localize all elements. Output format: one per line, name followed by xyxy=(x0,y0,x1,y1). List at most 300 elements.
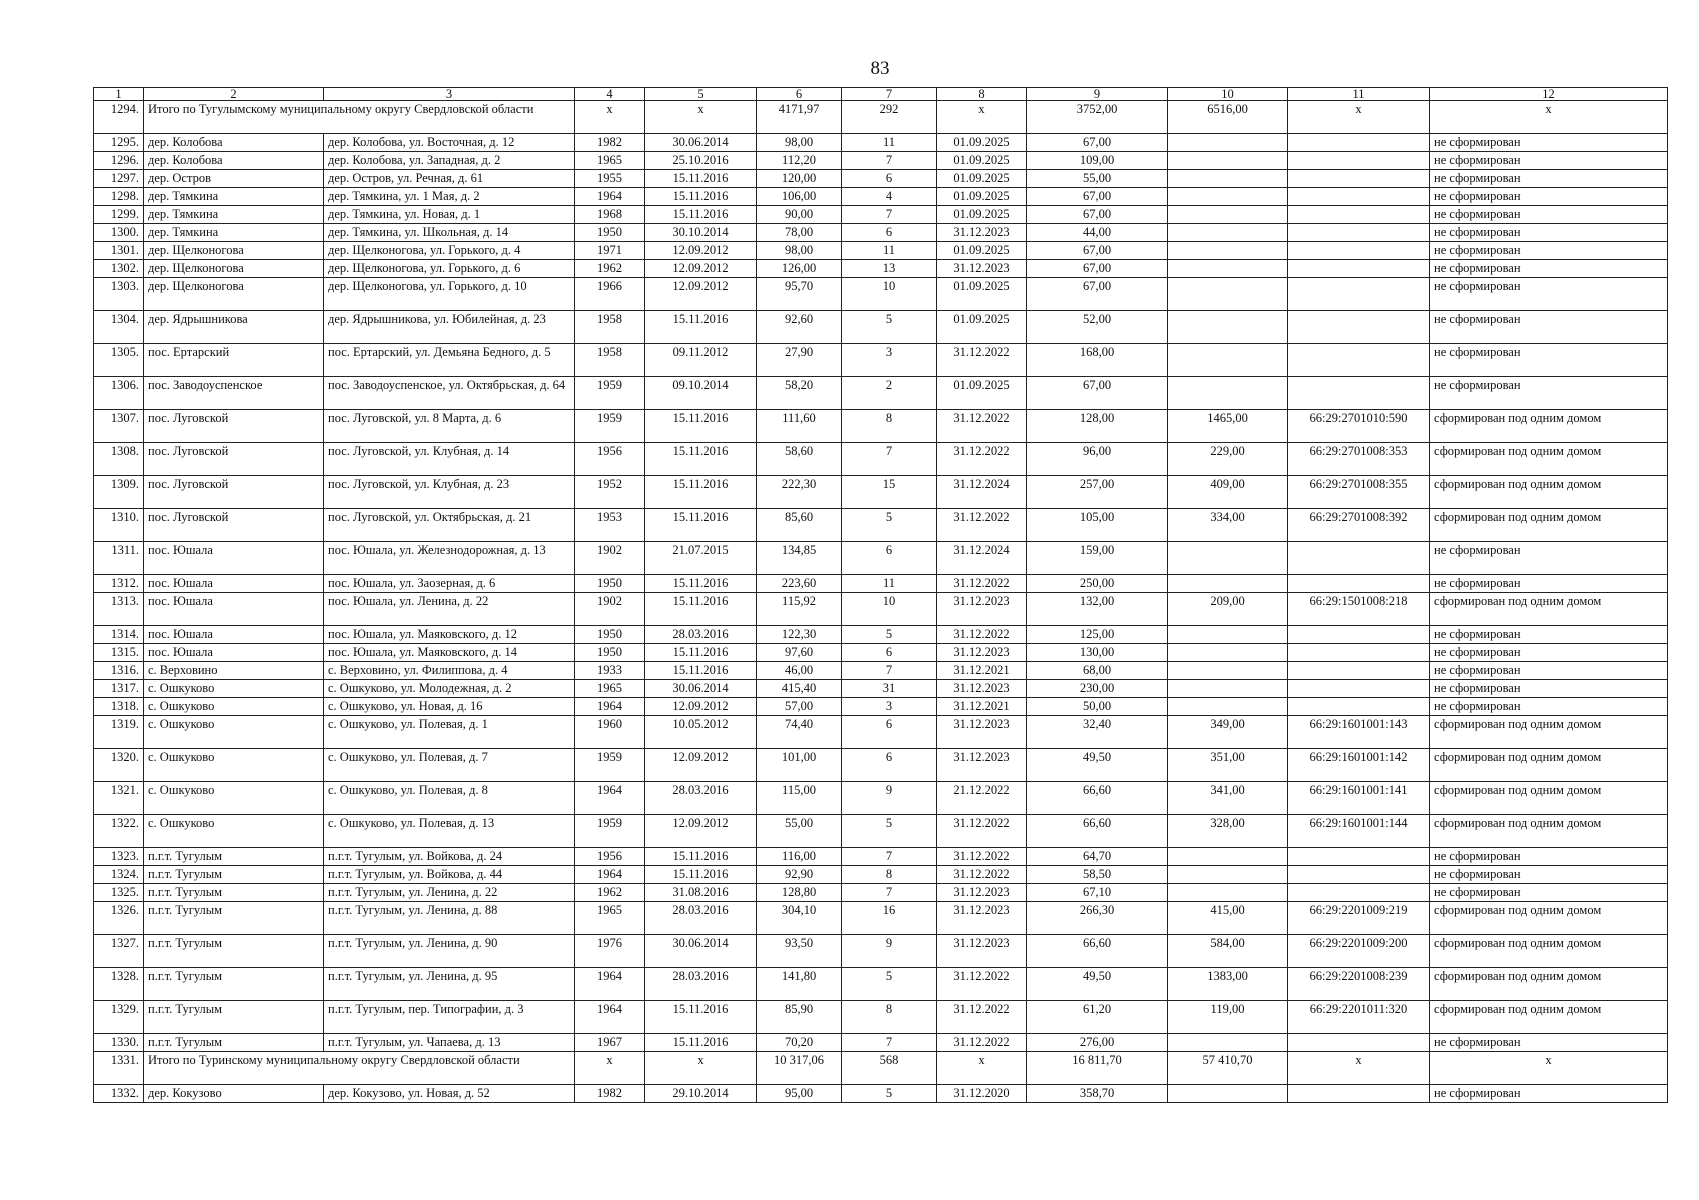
residents-cell: 7 xyxy=(842,152,937,170)
address-cell: п.г.т. Тугулым, ул. Ленина, д. 22 xyxy=(324,884,575,902)
land-area-cell xyxy=(1168,377,1288,410)
address-cell: дер. Колобова, ул. Западная, д. 2 xyxy=(324,152,575,170)
area-cell: 70,20 xyxy=(757,1034,842,1052)
land-status-cell: не сформирован xyxy=(1430,344,1668,377)
year-built-cell: 1964 xyxy=(575,1001,645,1034)
land-status-cell: сформирован под одним домом xyxy=(1430,716,1668,749)
year-built-cell: 1982 xyxy=(575,134,645,152)
land-status-cell: не сформирован xyxy=(1430,848,1668,866)
land-status-cell: не сформирован xyxy=(1430,698,1668,716)
land-area-cell: 415,00 xyxy=(1168,902,1288,935)
land-area-cell xyxy=(1168,542,1288,575)
settlement-cell: с. Ошкуково xyxy=(144,716,324,749)
row-number-cell: 1323. xyxy=(94,848,144,866)
land-area-cell xyxy=(1168,134,1288,152)
planned-date-cell: 31.12.2022 xyxy=(937,344,1027,377)
planned-date-cell: 31.12.2021 xyxy=(937,698,1027,716)
land-status-cell: не сформирован xyxy=(1430,311,1668,344)
date-cell: 28.03.2016 xyxy=(645,968,757,1001)
area-cell: 120,00 xyxy=(757,170,842,188)
residents-cell: 5 xyxy=(842,1085,937,1103)
table-row xyxy=(94,626,1668,644)
residents-cell: 16 xyxy=(842,902,937,935)
year-built-cell: х xyxy=(575,1052,645,1085)
planned-date-cell: 31.12.2022 xyxy=(937,866,1027,884)
cost-cell: 67,10 xyxy=(1027,884,1168,902)
year-built-cell: 1950 xyxy=(575,575,645,593)
area-cell: 128,80 xyxy=(757,884,842,902)
planned-date-cell: 31.12.2022 xyxy=(937,848,1027,866)
column-number-row xyxy=(94,88,1668,101)
land-area-cell xyxy=(1168,152,1288,170)
year-built-cell: 1968 xyxy=(575,206,645,224)
date-cell: 21.07.2015 xyxy=(645,542,757,575)
cost-cell: 276,00 xyxy=(1027,1034,1168,1052)
residents-cell: 4 xyxy=(842,188,937,206)
area-cell: 126,00 xyxy=(757,260,842,278)
settlement-cell: пос. Луговской xyxy=(144,410,324,443)
address-cell: п.г.т. Тугулым, ул. Ленина, д. 95 xyxy=(324,968,575,1001)
residents-cell: 5 xyxy=(842,968,937,1001)
area-cell: 10 317,06 xyxy=(757,1052,842,1085)
land-status-cell: х xyxy=(1430,1052,1668,1085)
area-cell: 122,30 xyxy=(757,626,842,644)
total-label-cell: Итого по Тугулымскому муниципальному округу Свердловской области xyxy=(144,101,575,134)
date-cell: 15.11.2016 xyxy=(645,188,757,206)
row-number-cell: 1320. xyxy=(94,749,144,782)
settlement-cell: пос. Луговской xyxy=(144,476,324,509)
date-cell: 12.09.2012 xyxy=(645,749,757,782)
land-status-cell: не сформирован xyxy=(1430,1034,1668,1052)
planned-date-cell: 31.12.2023 xyxy=(937,902,1027,935)
cadastral-number-cell: 66:29:1501008:218 xyxy=(1288,593,1430,626)
planned-date-cell: 31.12.2023 xyxy=(937,593,1027,626)
settlement-cell: пос. Юшала xyxy=(144,542,324,575)
table-row xyxy=(94,782,1668,815)
year-built-cell: 1964 xyxy=(575,866,645,884)
row-number-cell: 1307. xyxy=(94,410,144,443)
table-row xyxy=(94,644,1668,662)
land-area-cell: 351,00 xyxy=(1168,749,1288,782)
area-cell: 57,00 xyxy=(757,698,842,716)
settlement-cell: п.г.т. Тугулым xyxy=(144,1001,324,1034)
cadastral-number-cell xyxy=(1288,134,1430,152)
year-built-cell: 1959 xyxy=(575,377,645,410)
residents-cell: 6 xyxy=(842,644,937,662)
year-built-cell: 1966 xyxy=(575,278,645,311)
land-area-cell xyxy=(1168,848,1288,866)
land-status-cell: сформирован под одним домом xyxy=(1430,593,1668,626)
date-cell: 12.09.2012 xyxy=(645,242,757,260)
table-row xyxy=(94,188,1668,206)
land-area-cell: 229,00 xyxy=(1168,443,1288,476)
cadastral-number-cell: 66:29:2701008:392 xyxy=(1288,509,1430,542)
land-status-cell: не сформирован xyxy=(1430,680,1668,698)
land-status-cell: сформирован под одним домом xyxy=(1430,1001,1668,1034)
land-status-cell: сформирован под одним домом xyxy=(1430,902,1668,935)
land-area-cell: 1465,00 xyxy=(1168,410,1288,443)
date-cell: 30.06.2014 xyxy=(645,935,757,968)
table-row xyxy=(94,278,1668,311)
date-cell: 15.11.2016 xyxy=(645,1001,757,1034)
land-status-cell: не сформирован xyxy=(1430,542,1668,575)
year-built-cell: 1965 xyxy=(575,680,645,698)
land-status-cell: сформирован под одним домом xyxy=(1430,509,1668,542)
cost-cell: 67,00 xyxy=(1027,134,1168,152)
residents-cell: 7 xyxy=(842,206,937,224)
row-number-cell: 1303. xyxy=(94,278,144,311)
date-cell: 31.08.2016 xyxy=(645,884,757,902)
date-cell: 15.11.2016 xyxy=(645,410,757,443)
cadastral-number-cell: 66:29:2701008:353 xyxy=(1288,443,1430,476)
planned-date-cell: 31.12.2021 xyxy=(937,662,1027,680)
cadastral-number-cell: 66:29:2701008:355 xyxy=(1288,476,1430,509)
land-status-cell: сформирован под одним домом xyxy=(1430,443,1668,476)
cadastral-number-cell: 66:29:2201009:219 xyxy=(1288,902,1430,935)
land-status-cell: сформирован под одним домом xyxy=(1430,782,1668,815)
table-row xyxy=(94,170,1668,188)
row-number-cell: 1321. xyxy=(94,782,144,815)
planned-date-cell: 01.09.2025 xyxy=(937,377,1027,410)
planned-date-cell: 31.12.2023 xyxy=(937,884,1027,902)
area-cell: 97,60 xyxy=(757,644,842,662)
cadastral-number-cell xyxy=(1288,884,1430,902)
land-area-cell: 584,00 xyxy=(1168,935,1288,968)
residents-cell: 6 xyxy=(842,542,937,575)
area-cell: 55,00 xyxy=(757,815,842,848)
cost-cell: 132,00 xyxy=(1027,593,1168,626)
planned-date-cell: 01.09.2025 xyxy=(937,152,1027,170)
table-row xyxy=(94,968,1668,1001)
row-number-cell: 1305. xyxy=(94,344,144,377)
land-status-cell: не сформирован xyxy=(1430,377,1668,410)
table-row xyxy=(94,410,1668,443)
area-cell: 112,20 xyxy=(757,152,842,170)
row-number-cell: 1328. xyxy=(94,968,144,1001)
land-status-cell: не сформирован xyxy=(1430,626,1668,644)
row-number-cell: 1312. xyxy=(94,575,144,593)
column-number-5: 5 xyxy=(645,88,757,101)
column-number-8: 8 xyxy=(937,88,1027,101)
settlement-cell: дер. Тямкина xyxy=(144,224,324,242)
planned-date-cell: 31.12.2023 xyxy=(937,935,1027,968)
land-area-cell xyxy=(1168,575,1288,593)
table-row xyxy=(94,134,1668,152)
date-cell: 15.11.2016 xyxy=(645,509,757,542)
year-built-cell: 1960 xyxy=(575,716,645,749)
date-cell: 12.09.2012 xyxy=(645,278,757,311)
cost-cell: 67,00 xyxy=(1027,278,1168,311)
date-cell: 15.11.2016 xyxy=(645,848,757,866)
address-cell: дер. Тямкина, ул. 1 Мая, д. 2 xyxy=(324,188,575,206)
year-built-cell: 1967 xyxy=(575,1034,645,1052)
row-number-cell: 1294. xyxy=(94,101,144,134)
table-row xyxy=(94,815,1668,848)
planned-date-cell: 31.12.2022 xyxy=(937,1001,1027,1034)
cost-cell: 96,00 xyxy=(1027,443,1168,476)
planned-date-cell: 31.12.2024 xyxy=(937,542,1027,575)
table-row xyxy=(94,509,1668,542)
land-status-cell: сформирован под одним домом xyxy=(1430,968,1668,1001)
column-number-11: 11 xyxy=(1288,88,1430,101)
address-cell: дер. Остров, ул. Речная, д. 61 xyxy=(324,170,575,188)
cost-cell: 168,00 xyxy=(1027,344,1168,377)
settlement-cell: дер. Ядрышникова xyxy=(144,311,324,344)
residents-cell: 31 xyxy=(842,680,937,698)
land-area-cell: 57 410,70 xyxy=(1168,1052,1288,1085)
row-number-cell: 1295. xyxy=(94,134,144,152)
column-number-4: 4 xyxy=(575,88,645,101)
row-number-cell: 1316. xyxy=(94,662,144,680)
date-cell: 15.11.2016 xyxy=(645,662,757,680)
year-built-cell: 1953 xyxy=(575,509,645,542)
table-row xyxy=(94,662,1668,680)
cost-cell: 66,60 xyxy=(1027,815,1168,848)
year-built-cell: 1958 xyxy=(575,311,645,344)
date-cell: 15.11.2016 xyxy=(645,575,757,593)
cadastral-number-cell xyxy=(1288,848,1430,866)
address-cell: дер. Колобова, ул. Восточная, д. 12 xyxy=(324,134,575,152)
column-number-1: 1 xyxy=(94,88,144,101)
year-built-cell: 1902 xyxy=(575,542,645,575)
date-cell: 30.06.2014 xyxy=(645,134,757,152)
year-built-cell: 1950 xyxy=(575,644,645,662)
address-cell: пос. Заводоуспенское, ул. Октябрьская, д. 64 xyxy=(324,377,575,410)
address-cell: с. Ошкуково, ул. Новая, д. 16 xyxy=(324,698,575,716)
land-area-cell xyxy=(1168,311,1288,344)
planned-date-cell: 31.12.2022 xyxy=(937,443,1027,476)
settlement-cell: дер. Колобова xyxy=(144,134,324,152)
land-area-cell: 409,00 xyxy=(1168,476,1288,509)
area-cell: 222,30 xyxy=(757,476,842,509)
row-number-cell: 1317. xyxy=(94,680,144,698)
cost-cell: 250,00 xyxy=(1027,575,1168,593)
area-cell: 141,80 xyxy=(757,968,842,1001)
column-number-7: 7 xyxy=(842,88,937,101)
area-cell: 74,40 xyxy=(757,716,842,749)
settlement-cell: п.г.т. Тугулым xyxy=(144,1034,324,1052)
residents-cell: 5 xyxy=(842,626,937,644)
residents-cell: 6 xyxy=(842,716,937,749)
row-number-cell: 1327. xyxy=(94,935,144,968)
address-cell: дер. Щелконогова, ул. Горького, д. 4 xyxy=(324,242,575,260)
planned-date-cell: 01.09.2025 xyxy=(937,278,1027,311)
year-built-cell: 1956 xyxy=(575,443,645,476)
land-status-cell: сформирован под одним домом xyxy=(1430,476,1668,509)
cadastral-number-cell xyxy=(1288,278,1430,311)
cost-cell: 67,00 xyxy=(1027,188,1168,206)
row-number-cell: 1306. xyxy=(94,377,144,410)
cadastral-number-cell xyxy=(1288,698,1430,716)
address-cell: с. Ошкуково, ул. Молодежная, д. 2 xyxy=(324,680,575,698)
cadastral-number-cell xyxy=(1288,680,1430,698)
year-built-cell: 1971 xyxy=(575,242,645,260)
settlement-cell: дер. Тямкина xyxy=(144,206,324,224)
settlement-cell: с. Ошкуково xyxy=(144,815,324,848)
total-row xyxy=(94,101,1668,134)
residents-cell: 10 xyxy=(842,593,937,626)
cadastral-number-cell: 66:29:2201008:239 xyxy=(1288,968,1430,1001)
row-number-cell: 1314. xyxy=(94,626,144,644)
settlement-cell: дер. Остров xyxy=(144,170,324,188)
planned-date-cell: 21.12.2022 xyxy=(937,782,1027,815)
land-area-cell: 119,00 xyxy=(1168,1001,1288,1034)
cadastral-number-cell xyxy=(1288,377,1430,410)
year-built-cell: 1955 xyxy=(575,170,645,188)
row-number-cell: 1324. xyxy=(94,866,144,884)
row-number-cell: 1313. xyxy=(94,593,144,626)
address-cell: дер. Кокузово, ул. Новая, д. 52 xyxy=(324,1085,575,1103)
table-body xyxy=(94,101,1668,1103)
land-area-cell xyxy=(1168,866,1288,884)
cost-cell: 64,70 xyxy=(1027,848,1168,866)
date-cell: 15.11.2016 xyxy=(645,170,757,188)
date-cell: 30.06.2014 xyxy=(645,680,757,698)
year-built-cell: 1902 xyxy=(575,593,645,626)
area-cell: 134,85 xyxy=(757,542,842,575)
address-cell: п.г.т. Тугулым, ул. Ленина, д. 90 xyxy=(324,935,575,968)
settlement-cell: пос. Юшала xyxy=(144,644,324,662)
table-row xyxy=(94,443,1668,476)
land-status-cell: не сформирован xyxy=(1430,278,1668,311)
date-cell: 28.03.2016 xyxy=(645,902,757,935)
table-row xyxy=(94,1034,1668,1052)
date-cell: 25.10.2016 xyxy=(645,152,757,170)
area-cell: 93,50 xyxy=(757,935,842,968)
row-number-cell: 1300. xyxy=(94,224,144,242)
address-cell: с. Ошкуково, ул. Полевая, д. 13 xyxy=(324,815,575,848)
year-built-cell: 1958 xyxy=(575,344,645,377)
table-row xyxy=(94,476,1668,509)
cadastral-number-cell xyxy=(1288,311,1430,344)
planned-date-cell: х xyxy=(937,101,1027,134)
address-cell: дер. Тямкина, ул. Школьная, д. 14 xyxy=(324,224,575,242)
land-area-cell: 334,00 xyxy=(1168,509,1288,542)
row-number-cell: 1315. xyxy=(94,644,144,662)
date-cell: 12.09.2012 xyxy=(645,260,757,278)
table-row xyxy=(94,260,1668,278)
cadastral-number-cell xyxy=(1288,662,1430,680)
cadastral-number-cell xyxy=(1288,626,1430,644)
cost-cell: 230,00 xyxy=(1027,680,1168,698)
land-area-cell xyxy=(1168,1085,1288,1103)
year-built-cell: 1962 xyxy=(575,884,645,902)
settlement-cell: пос. Юшала xyxy=(144,593,324,626)
year-built-cell: 1959 xyxy=(575,749,645,782)
land-area-cell: 328,00 xyxy=(1168,815,1288,848)
planned-date-cell: 31.12.2023 xyxy=(937,749,1027,782)
table-row xyxy=(94,866,1668,884)
settlement-cell: с. Ошкуково xyxy=(144,749,324,782)
address-cell: дер. Тямкина, ул. Новая, д. 1 xyxy=(324,206,575,224)
land-status-cell: сформирован под одним домом xyxy=(1430,749,1668,782)
land-status-cell: сформирован под одним домом xyxy=(1430,935,1668,968)
residents-cell: 10 xyxy=(842,278,937,311)
table-row xyxy=(94,206,1668,224)
cost-cell: 32,40 xyxy=(1027,716,1168,749)
address-cell: пос. Юшала, ул. Ленина, д. 22 xyxy=(324,593,575,626)
settlement-cell: пос. Луговской xyxy=(144,443,324,476)
table-row xyxy=(94,716,1668,749)
residents-cell: 7 xyxy=(842,443,937,476)
area-cell: 92,90 xyxy=(757,866,842,884)
address-cell: пос. Луговской, ул. Октябрьская, д. 21 xyxy=(324,509,575,542)
table-row xyxy=(94,542,1668,575)
land-area-cell xyxy=(1168,1034,1288,1052)
year-built-cell: 1964 xyxy=(575,782,645,815)
cadastral-number-cell xyxy=(1288,1085,1430,1103)
row-number-cell: 1302. xyxy=(94,260,144,278)
area-cell: 78,00 xyxy=(757,224,842,242)
land-status-cell: не сформирован xyxy=(1430,188,1668,206)
date-cell: х xyxy=(645,1052,757,1085)
land-status-cell: не сформирован xyxy=(1430,134,1668,152)
column-number-2: 2 xyxy=(144,88,324,101)
settlement-cell: пос. Заводоуспенское xyxy=(144,377,324,410)
table-row xyxy=(94,935,1668,968)
residents-cell: 3 xyxy=(842,344,937,377)
date-cell: 15.11.2016 xyxy=(645,443,757,476)
row-number-cell: 1332. xyxy=(94,1085,144,1103)
planned-date-cell: х xyxy=(937,1052,1027,1085)
address-cell: пос. Юшала, ул. Маяковского, д. 12 xyxy=(324,626,575,644)
cost-cell: 67,00 xyxy=(1027,377,1168,410)
address-cell: пос. Юшала, ул. Железнодорожная, д. 13 xyxy=(324,542,575,575)
cadastral-number-cell xyxy=(1288,260,1430,278)
total-label-cell: Итого по Туринскому муниципальному округу Свердловской области xyxy=(144,1052,575,1085)
row-number-cell: 1326. xyxy=(94,902,144,935)
cadastral-number-cell: 66:29:1601001:144 xyxy=(1288,815,1430,848)
land-status-cell: сформирован под одним домом xyxy=(1430,410,1668,443)
address-cell: пос. Юшала, ул. Маяковского, д. 14 xyxy=(324,644,575,662)
settlement-cell: пос. Юшала xyxy=(144,626,324,644)
land-area-cell: 349,00 xyxy=(1168,716,1288,749)
residents-cell: 2 xyxy=(842,377,937,410)
settlement-cell: дер. Кокузово xyxy=(144,1085,324,1103)
residents-cell: 9 xyxy=(842,782,937,815)
residents-cell: 7 xyxy=(842,662,937,680)
year-built-cell: 1982 xyxy=(575,1085,645,1103)
date-cell: 12.09.2012 xyxy=(645,698,757,716)
residents-cell: 11 xyxy=(842,242,937,260)
land-status-cell: не сформирован xyxy=(1430,662,1668,680)
address-cell: с. Ошкуково, ул. Полевая, д. 8 xyxy=(324,782,575,815)
land-status-cell: сформирован под одним домом xyxy=(1430,815,1668,848)
cost-cell: 266,30 xyxy=(1027,902,1168,935)
settlement-cell: пос. Ертарский xyxy=(144,344,324,377)
year-built-cell: 1962 xyxy=(575,260,645,278)
row-number-cell: 1301. xyxy=(94,242,144,260)
year-built-cell: 1956 xyxy=(575,848,645,866)
date-cell: х xyxy=(645,101,757,134)
address-cell: дер. Ядрышникова, ул. Юбилейная, д. 23 xyxy=(324,311,575,344)
year-built-cell: 1964 xyxy=(575,188,645,206)
cost-cell: 125,00 xyxy=(1027,626,1168,644)
area-cell: 115,92 xyxy=(757,593,842,626)
date-cell: 29.10.2014 xyxy=(645,1085,757,1103)
settlement-cell: п.г.т. Тугулым xyxy=(144,866,324,884)
planned-date-cell: 01.09.2025 xyxy=(937,242,1027,260)
cadastral-number-cell xyxy=(1288,188,1430,206)
land-area-cell: 341,00 xyxy=(1168,782,1288,815)
land-status-cell: не сформирован xyxy=(1430,242,1668,260)
cost-cell: 66,60 xyxy=(1027,935,1168,968)
land-area-cell xyxy=(1168,206,1288,224)
planned-date-cell: 31.12.2023 xyxy=(937,716,1027,749)
residents-cell: 7 xyxy=(842,1034,937,1052)
land-status-cell: х xyxy=(1430,101,1668,134)
column-number-12: 12 xyxy=(1430,88,1668,101)
